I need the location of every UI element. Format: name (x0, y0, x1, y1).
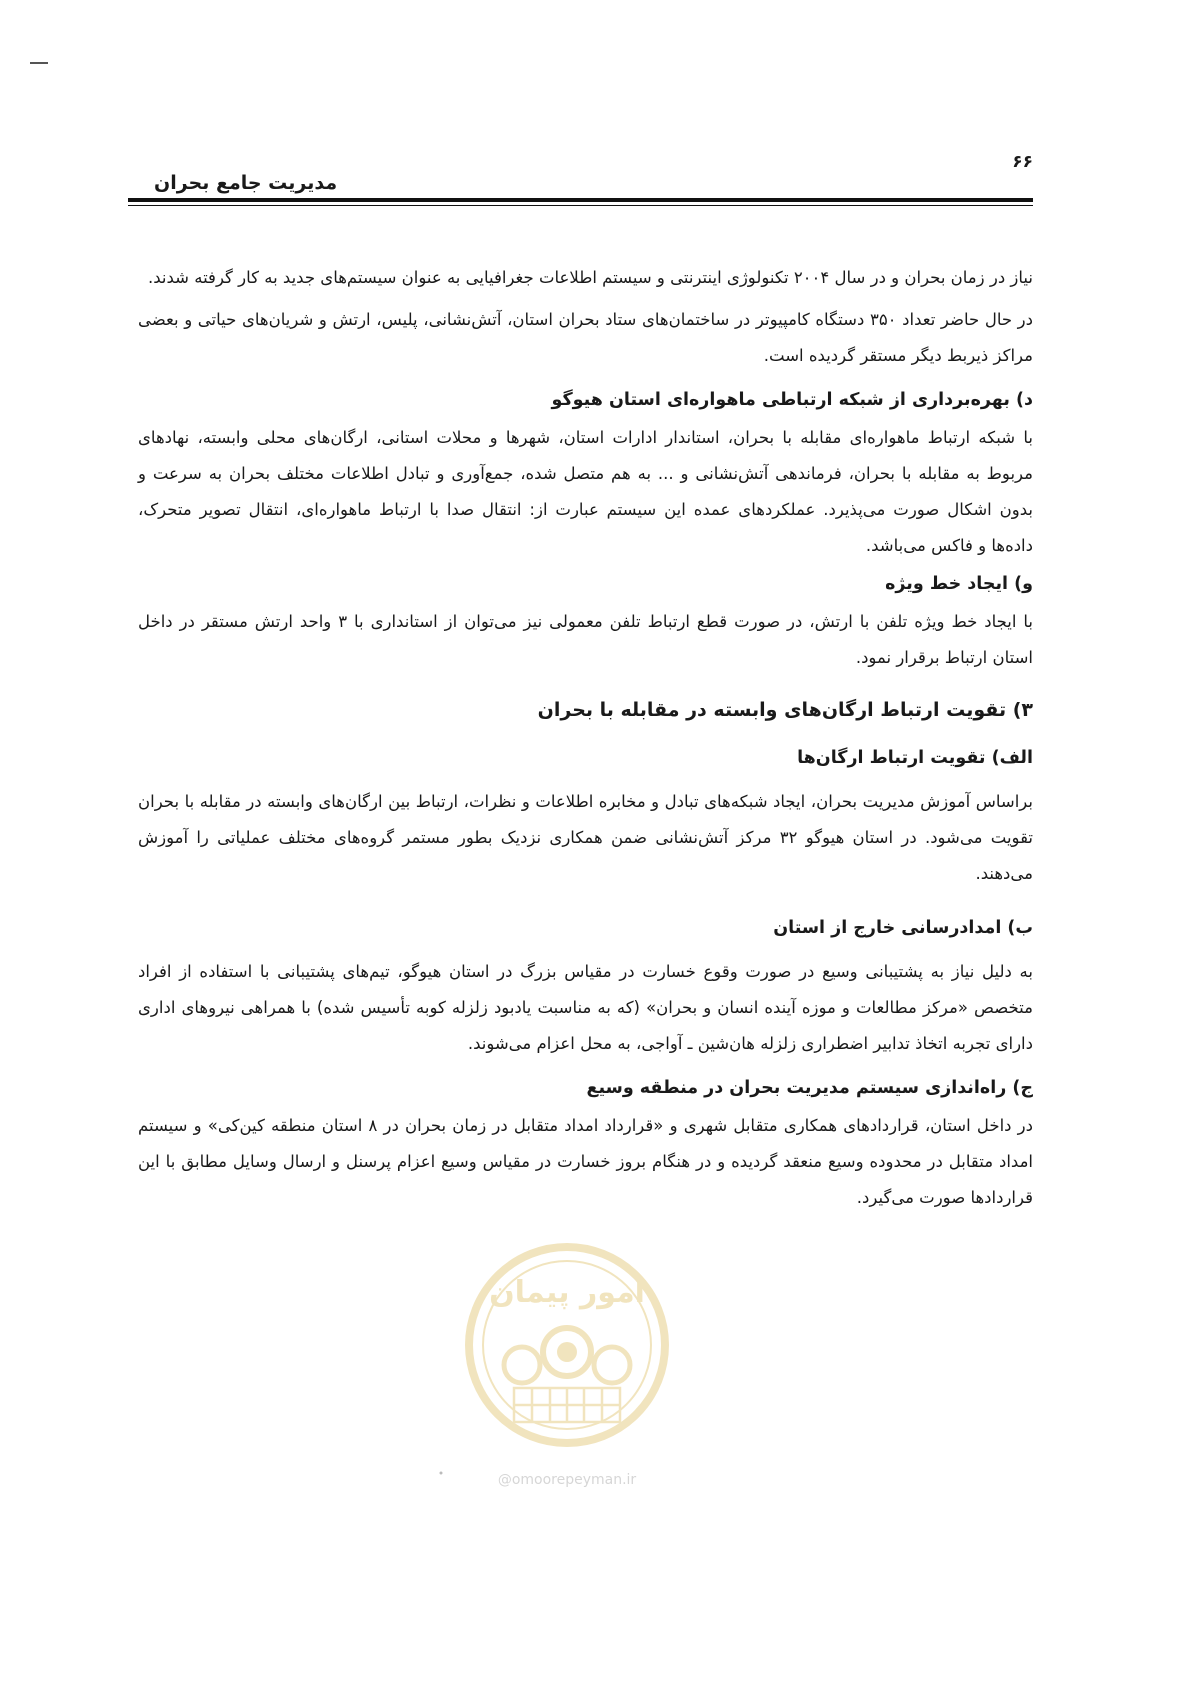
paragraph: به دلیل نیاز به پشتیبانی وسیع در صورت وقوع خسارت در مقیاس بزرگ در استان هیوگو، تیم‌های پشتیبانی با استفاده از افراد متخصص «مرکز مطالعات و موزه آینده انسان و بحران» (که به مناسبت یادبود زلزله کوبه تأسیس شده) با همراهی نیروهای اداری دارای تجربه اتخاذ تدابیر اضطراری زلزله هان‌شین ـ آواجی، به محل اعزام می‌شوند. (138, 962, 1033, 1053)
header-rule-thick (128, 198, 1033, 202)
paragraph: براساس آموزش مدیریت بحران، ایجاد شبکه‌های تبادل و مخابره اطلاعات و نظرات، ارتباط بین ارگان‌های وابسته در مقابله با بحران تقویت می‌شود. در استان هیوگو ۳۲ مرکز آتش‌نشانی ضمن همکاری نزدیک بطور مستمر گروه‌های مختلف عملیاتی را آموزش می‌دهند. (138, 792, 1034, 883)
paragraph: با شبکه ارتباط ماهواره‌ای مقابله با بحران، استاندار ادارات استان، شهرها و محلات استانی، ارگان‌های محلی وابسته، نهادهای مربوط به مقابله با بحران، فرماندهی آتش‌نشانی و ... به هم متصل شده، جمع‌آوری و تبادل اطلاعات مختلف بحران به سرعت و بدون اشکال صورت می‌پذیرد. عملکردهای عمده این سیستم عبارت از: انتقال صدا با ارتباط ماهواره‌ای، انتقال تصویر متحرک، داده‌ها و فاکس می‌باشد. (138, 428, 1033, 555)
section-heading-j: ج) راه‌اندازی سیستم مدیریت بحران در منطقه وسیع (586, 1078, 1033, 1098)
section-heading-alef: الف) تقویت ارتباط ارگان‌ها (797, 748, 1033, 768)
section-heading-b: ب) امدادرسانی خارج از استان (773, 918, 1033, 938)
page-number: ۶۶ (1012, 152, 1033, 172)
chapter-heading-3: ۳) تقویت ارتباط ارگان‌های وابسته در مقابله با بحران (537, 699, 1033, 721)
section-heading-v: و) ایجاد خط ویژه (885, 574, 1033, 594)
paragraph: با ایجاد خط ویژه تلفن با ارتش، در صورت قطع ارتباط تلفن معمولی نیز می‌توان از استانداری با ۳ واحد ارتش مستقر در داخل استان ارتباط برقرار نمود. (138, 612, 1034, 667)
watermark-url: @omoorepeyman.ir (497, 1472, 637, 1488)
paragraph: در داخل استان، قراردادهای همکاری متقابل شهری و «قرارداد امداد متقابل در زمان بحران در ۸ استان منطقه کین‌کی» و سیستم امداد متقابل در محدوده وسیع منعقد گردیده و در هنگام بروز خسارت در مقیاس وسیع اعزام پرسنل و ارسال وسایل مطابق با این قراردادها صورت می‌گیرد. (138, 1116, 1033, 1207)
page-body (138, 260, 1033, 1216)
header-rule-thin (128, 205, 1033, 206)
page-header (128, 152, 1033, 214)
paragraph: نیاز در زمان بحران و در سال ۲۰۰۴ تکنولوژی اینترنتی و سیستم اطلاعات جغرافیایی به عنوان سیستم‌های جدید به کار گرفته شدند. (148, 268, 1033, 287)
speck-mark (436, 1468, 446, 1478)
section-heading-d: د) بهره‌برداری از شبکه ارتباطی ماهواره‌ای استان هیوگو (551, 390, 1033, 410)
corner-mark (30, 62, 48, 64)
watermark-logo (462, 1240, 672, 1490)
running-title: مدیریت جامع بحران (154, 172, 338, 194)
paragraph: در حال حاضر تعداد ۳۵۰ دستگاه کامپیوتر در ساختمان‌های ستاد بحران استان، آتش‌نشانی، پلیس، ارتش و شریان‌های حیاتی و بعضی مراکز ذیربط دیگر مستقر گردیده است. (138, 310, 1034, 365)
watermark-logo-text: امور پیمان (489, 1275, 645, 1310)
watermark-emblem-icon (462, 1240, 672, 1450)
